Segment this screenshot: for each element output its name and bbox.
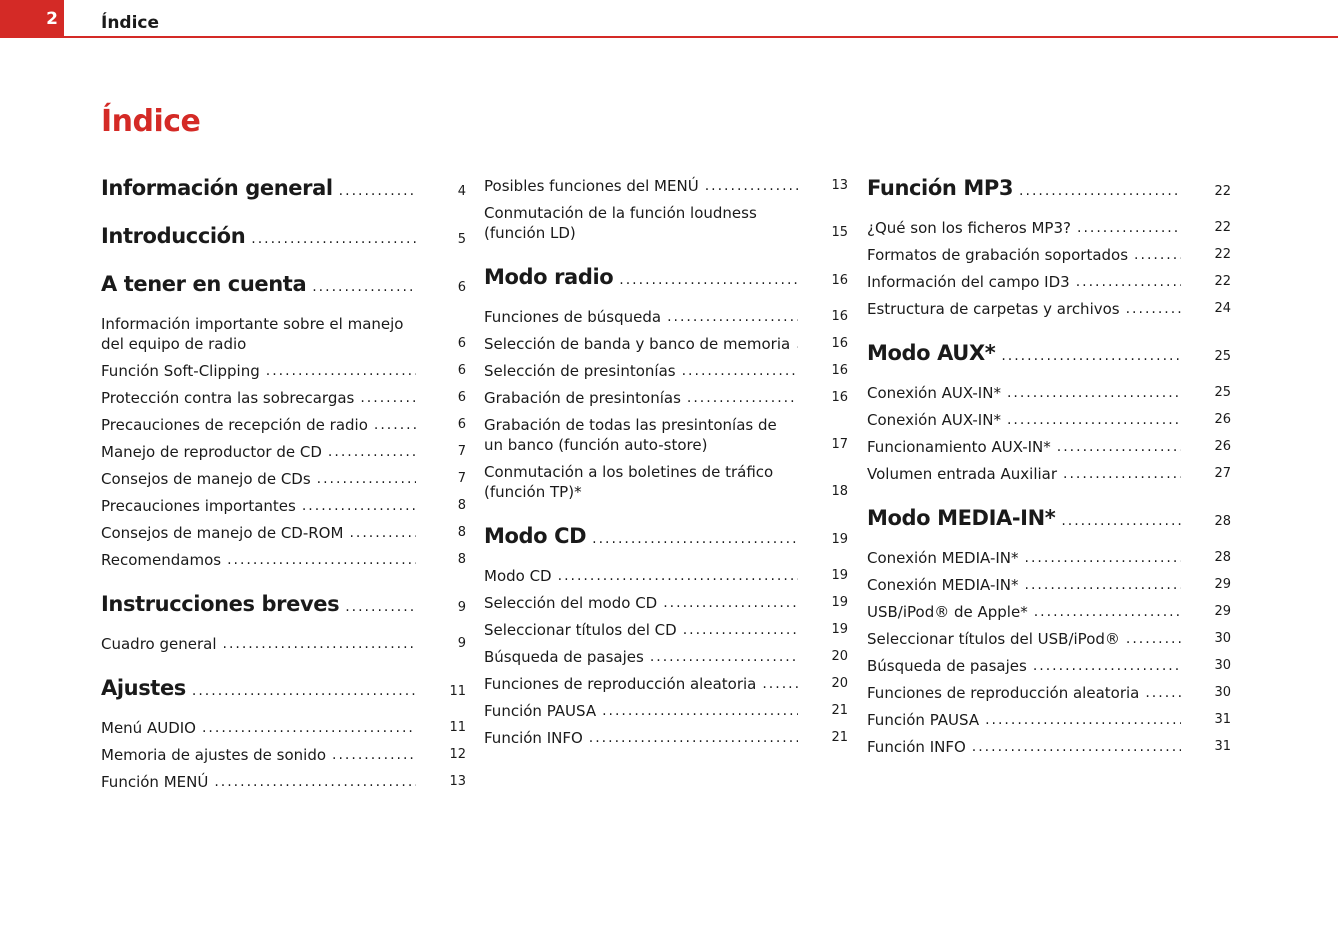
page-ref: 17 [831,437,848,452]
toc-entry[interactable] [867,383,1231,403]
dot-leader [972,737,1181,757]
dot-leader [705,176,798,196]
page-ref: 9 [457,600,466,615]
toc-entry[interactable] [484,620,848,640]
entry-title: Función INFO [867,738,966,756]
page-ref: 22 [1214,184,1231,199]
section-title: Instrucciones breves [101,592,340,616]
dot-leader [1019,180,1181,202]
page-ref: 4 [457,184,466,199]
entry-title: Función MENÚ [101,773,209,791]
toc-entry[interactable] [484,647,848,667]
toc-section-heading[interactable] [101,592,466,618]
header-rule [64,36,1338,38]
page-number: 2 [0,0,64,38]
toc-entry[interactable] [867,575,1231,595]
page-ref: 15 [831,225,848,240]
toc-section-heading[interactable] [484,265,848,291]
toc-entry[interactable] [484,334,848,354]
page-ref: 20 [831,649,848,664]
dot-leader [687,388,798,408]
entry-title: Búsqueda de pasajes [867,657,1027,675]
entry-title: Función INFO [484,729,583,747]
dot-leader [1001,345,1181,367]
toc-section-heading[interactable] [101,176,466,202]
toc-entry[interactable] [867,299,1231,319]
toc-entry[interactable] [867,548,1231,568]
page-ref: 21 [831,730,848,745]
dot-leader [1076,272,1181,292]
page-ref: 6 [457,417,466,432]
dot-leader [349,523,416,543]
page-ref: 13 [831,178,848,193]
page-ref: 16 [831,273,848,288]
page-ref: 8 [457,498,466,513]
dot-leader [589,728,798,748]
dot-leader [302,496,416,516]
dot-leader [1126,299,1181,319]
entry-title: Modo CD [484,567,552,585]
page-ref: 22 [1214,274,1231,289]
dot-leader [592,528,798,550]
dot-leader [1134,245,1181,265]
page-ref: 22 [1214,220,1231,235]
entry-title: Función PAUSA [484,702,597,720]
toc-entry[interactable] [101,442,466,462]
entry-title: Consejos de manejo de CD-ROM [101,524,344,542]
toc-column-3 [867,176,1231,764]
page-ref: 8 [457,552,466,567]
toc-entry[interactable] [101,415,466,435]
entry-title: Función Soft-Clipping [101,362,260,380]
entry-title: Función PAUSA [867,711,980,729]
entry-title: Menú AUDIO [101,719,196,737]
dot-leader [345,596,416,618]
dot-leader [1033,656,1181,676]
toc-column-1 [101,176,466,799]
toc-entry[interactable] [867,656,1231,676]
toc-entry[interactable] [484,728,848,748]
dot-leader [339,180,416,202]
section-title: Modo radio [484,265,614,289]
page-ref: 18 [831,484,848,499]
entry-title: Grabación de todas las presintonías de un banco (función auto-store) [484,416,777,454]
dot-leader [266,361,416,381]
page-ref: 29 [1214,577,1231,592]
page-ref: 16 [831,363,848,378]
page-ref: 19 [831,532,848,547]
toc-entry[interactable] [867,737,1231,757]
toc-entry[interactable] [484,361,848,381]
section-title: A tener en cuenta [101,272,307,296]
entry-title: Funcionamiento AUX-IN* [867,438,1051,456]
toc-entry[interactable] [101,523,466,543]
entry-title: Recomendamos [101,551,222,569]
toc-entry[interactable] [867,464,1231,484]
page-ref: 25 [1214,385,1231,400]
entry-title: Posibles funciones del MENÚ [484,177,699,195]
dot-leader [332,745,416,765]
header-title: Índice [101,13,160,33]
entry-title: Selección de banda y banco de memoria [484,335,791,353]
dot-leader [202,718,416,738]
page-ref: 6 [457,363,466,378]
dot-leader [360,388,416,408]
page-ref: 11 [449,684,466,699]
toc-section-heading[interactable] [867,176,1231,202]
page-ref: 19 [831,568,848,583]
page-ref: 31 [1214,739,1231,754]
page-ref: 19 [831,595,848,610]
dot-leader [663,593,798,613]
entry-title: Precauciones de recepción de radio [101,416,368,434]
dot-leader [650,647,798,667]
section-title: Información general [101,176,333,200]
page-ref: 6 [457,336,466,351]
section-title: Introducción [101,224,246,248]
toc-entry[interactable] [867,437,1231,457]
section-title: Modo CD [484,524,587,548]
page-ref: 16 [831,390,848,405]
toc-section-heading[interactable] [867,506,1231,532]
entry-title: USB/iPod® de Apple* [867,603,1028,621]
toc-entry[interactable] [484,415,848,455]
entry-title: Estructura de carpetas y archivos [867,300,1120,318]
toc-entry[interactable] [484,307,848,327]
toc-section-heading[interactable] [101,224,466,250]
page-ref: 28 [1214,514,1231,529]
entry-title: Funciones de búsqueda [484,308,662,326]
page-ref: 26 [1214,439,1231,454]
page-ref: 8 [457,525,466,540]
page-ref: 30 [1214,685,1231,700]
toc-entry[interactable] [101,550,466,570]
dot-leader [192,680,416,702]
entry-title: Funciones de reproducción aleatoria [867,684,1140,702]
toc-entry[interactable] [867,683,1231,703]
toc-entry[interactable] [867,218,1231,238]
toc-section-heading[interactable] [101,676,466,702]
entry-title: Precauciones importantes [101,497,296,515]
toc-entry[interactable] [484,176,848,196]
dot-leader [1025,548,1181,568]
toc-entry[interactable] [484,566,848,586]
entry-title: Seleccionar títulos del CD [484,621,677,639]
toc-entry[interactable] [484,674,848,694]
toc-entry[interactable] [101,388,466,408]
dot-leader [682,361,798,381]
entry-title: Grabación de presintonías [484,389,681,407]
toc-entry[interactable] [867,245,1231,265]
page-title: Índice [101,104,201,139]
dot-leader [223,634,417,654]
toc-entry[interactable] [484,462,848,502]
dot-leader [1145,683,1181,703]
dot-leader [683,620,798,640]
dot-leader [1061,510,1181,532]
page-ref: 16 [831,336,848,351]
entry-title: Selección del modo CD [484,594,658,612]
toc-entry[interactable] [101,314,466,354]
toc-entry[interactable] [867,272,1231,292]
entry-title: Seleccionar títulos del USB/iPod® [867,630,1120,648]
entry-title: Consejos de manejo de CDs [101,470,311,488]
page-ref: 20 [831,676,848,691]
page-ref: 31 [1214,712,1231,727]
dot-leader [251,228,416,250]
dot-leader [1025,575,1181,595]
dot-leader [796,334,798,354]
toc-entry[interactable] [101,469,466,489]
page-ref: 5 [457,232,466,247]
page-ref: 6 [457,280,466,295]
page-ref: 21 [831,703,848,718]
dot-leader [762,674,798,694]
page-ref: 13 [449,774,466,789]
toc-entry[interactable] [101,745,466,765]
toc-section-heading[interactable] [867,341,1231,367]
page-ref: 30 [1214,631,1231,646]
toc-entry[interactable] [867,629,1231,649]
page-ref: 28 [1214,550,1231,565]
entry-title: Funciones de reproducción aleatoria [484,675,757,693]
section-title: Función MP3 [867,176,1014,200]
section-title: Ajustes [101,676,186,700]
entry-title: Cuadro general [101,635,217,653]
dot-leader [619,269,798,291]
toc-entry[interactable] [484,388,848,408]
toc-section-heading[interactable] [484,524,848,550]
toc-entry[interactable] [484,593,848,613]
toc-entry[interactable] [101,361,466,381]
dot-leader [1007,383,1181,403]
entry-title: Manejo de reproductor de CD [101,443,322,461]
dot-leader [985,710,1181,730]
toc-entry[interactable] [101,496,466,516]
page-ref: 24 [1214,301,1231,316]
dot-leader [1007,410,1181,430]
entry-title: Conexión MEDIA-IN* [867,576,1019,594]
dot-leader [558,566,798,586]
section-title: Modo MEDIA-IN* [867,506,1056,530]
dot-leader [214,772,416,792]
page-ref: 26 [1214,412,1231,427]
dot-leader [328,442,416,462]
page-ref: 29 [1214,604,1231,619]
dot-leader [1077,218,1181,238]
entry-title: Búsqueda de pasajes [484,648,644,666]
page-ref: 30 [1214,658,1231,673]
page-ref: 9 [457,636,466,651]
dot-leader [374,415,416,435]
entry-title: Conexión MEDIA-IN* [867,549,1019,567]
entry-title: Conexión AUX-IN* [867,384,1001,402]
dot-leader [312,276,416,298]
page-ref: 11 [449,720,466,735]
toc-entry[interactable] [867,410,1231,430]
entry-title: Protección contra las sobrecargas [101,389,355,407]
page-ref: 7 [457,471,466,486]
page-ref: 22 [1214,247,1231,262]
section-title: Modo AUX* [867,341,996,365]
dot-leader [1063,464,1181,484]
entry-title: Formatos de grabación soportados [867,246,1129,264]
toc-entry[interactable] [484,701,848,721]
toc-entry[interactable] [867,710,1231,730]
toc-section-heading[interactable] [101,272,466,298]
toc-entry[interactable] [484,203,848,243]
entry-title: Información del campo ID3 [867,273,1070,291]
dot-leader [1126,629,1181,649]
page-ref: 25 [1214,349,1231,364]
dot-leader [667,307,798,327]
toc-entry[interactable] [101,772,466,792]
page-ref: 7 [457,444,466,459]
toc-entry[interactable] [101,718,466,738]
page-ref: 12 [449,747,466,762]
toc-column-2 [484,176,848,755]
page-ref: 27 [1214,466,1231,481]
toc-entry[interactable] [867,602,1231,622]
entry-title: Conmutación a los boletines de tráfico (función TP)* [484,463,774,501]
entry-title: Volumen entrada Auxiliar [867,465,1058,483]
entry-title: Selección de presintonías [484,362,676,380]
page-ref: 6 [457,390,466,405]
toc-entry[interactable] [101,634,466,654]
entry-title: Información importante sobre el manejo del equipo de radio [101,315,404,353]
dot-leader [602,701,798,721]
dot-leader [227,550,416,570]
page-ref: 19 [831,622,848,637]
entry-title: Conexión AUX-IN* [867,411,1001,429]
dot-leader [1034,602,1181,622]
page-ref: 16 [831,309,848,324]
entry-title: Memoria de ajustes de sonido [101,746,327,764]
entry-title: Conmutación de la función loudness (función LD) [484,204,757,242]
dot-leader [317,469,416,489]
dot-leader [1057,437,1181,457]
entry-title: ¿Qué son los ficheros MP3? [867,219,1071,237]
